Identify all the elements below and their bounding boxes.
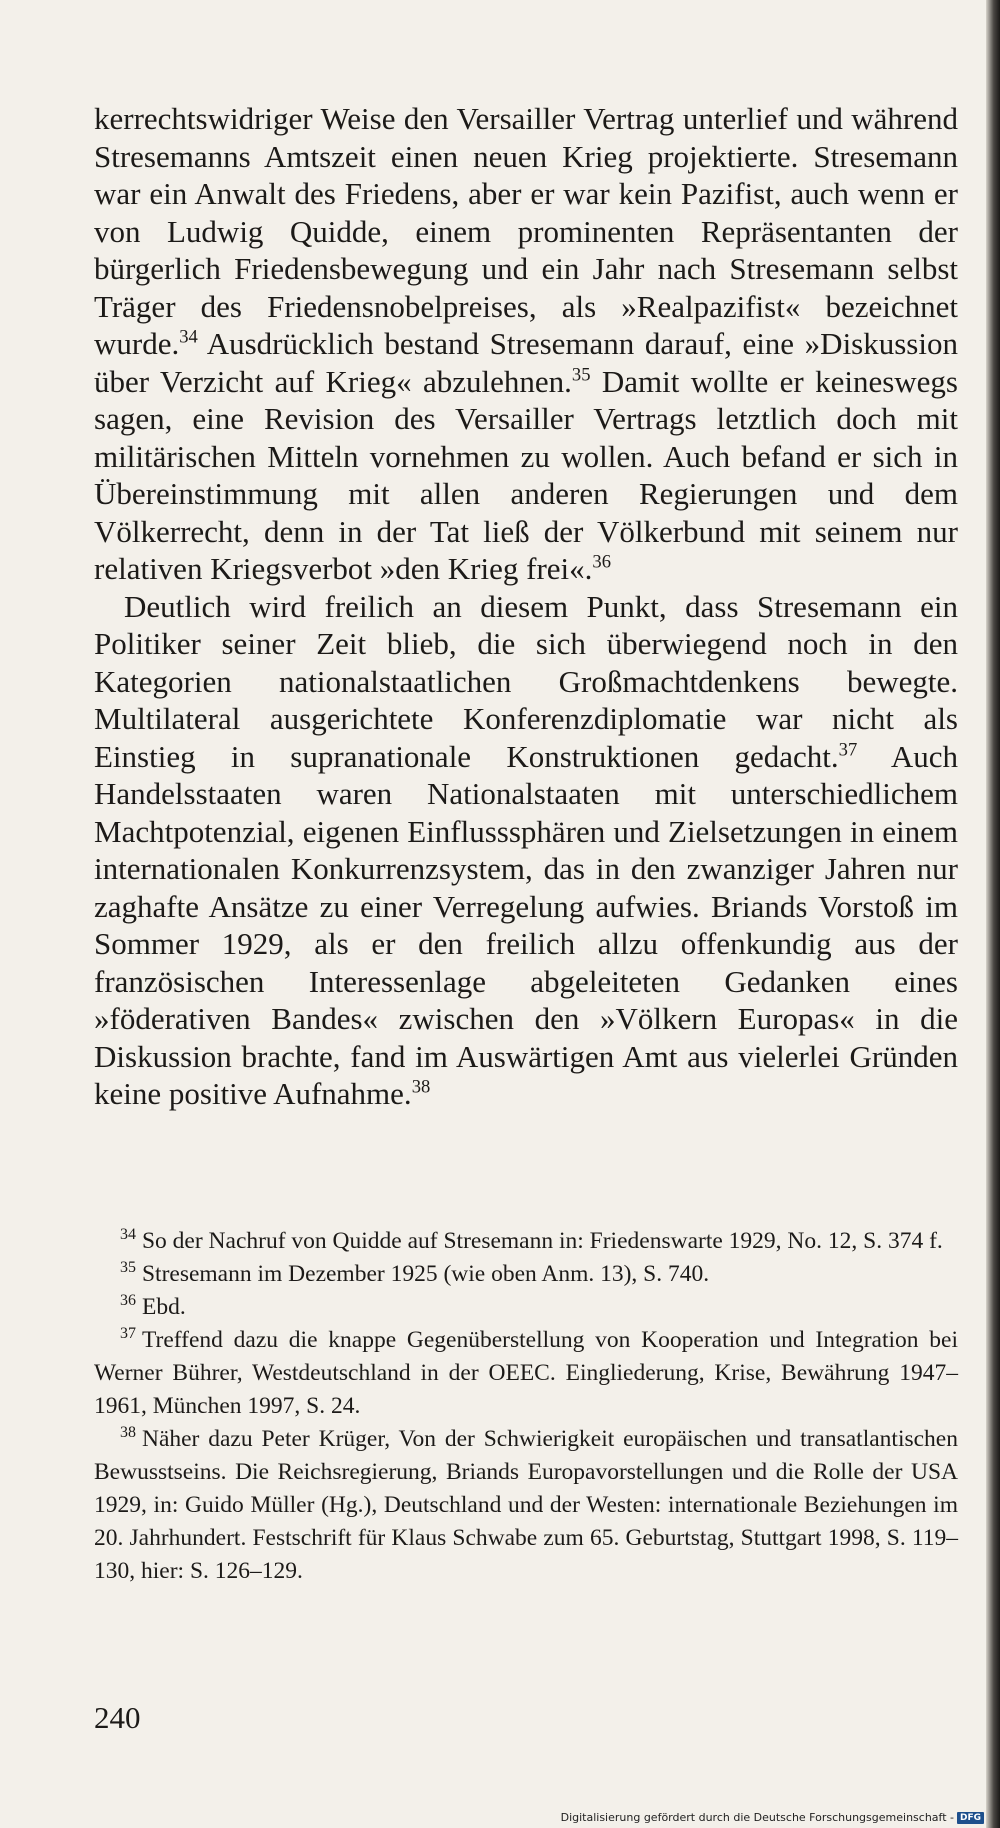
body-text (94, 100, 958, 1113)
page-edge-shadow (986, 0, 1000, 1828)
footnote-number: 34 (120, 1226, 136, 1244)
footnote-35 (94, 1258, 958, 1291)
footnote-number: 36 (120, 1292, 136, 1310)
digitization-credit (561, 1811, 984, 1824)
footnote-text: Stresemann im Dezember 1925 (wie oben Anm. 13), S. 740. (141, 1261, 710, 1287)
paragraph-1-part-3: Damit wollte er keineswegs sagen, eine Revision des Versailler Vertrags letztlich doch mit militärischen Mitteln vornehmen zu wollen. Auch befand er sich in Übereinstimmung mit allen anderen Regierungen und dem Völkerrecht, denn in der Tat ließ der Völkerbund mit seinem nur relativen Kriegsverbot »den Krieg frei«. (94, 363, 958, 586)
footnote-ref-38[interactable]: 38 (411, 1076, 431, 1098)
paragraph-1-part-1: kerrechtswidriger Weise den Versailler Vertrag unterlief und während Stresemanns Amtszeit einen neuen Krieg projektierte. Stresemann war ein Anwalt des Friedens, aber er war kein Pazifist, auch wenn er von Ludwig Quidde, einem prominenten Repräsentanten der bürgerlich Friedensbewegung und ein Jahr nach Stresemann selbst Träger des Friedensnobelpreises, als »Realpazifist« bezeichnet wurde. (94, 101, 958, 361)
footnotes (94, 1225, 958, 1588)
footnote-ref-35[interactable]: 35 (571, 364, 591, 386)
paragraph-2-part-2: Auch Handelsstaaten waren Nationalstaaten mit unterschiedlichem Machtpotenzial, eigenen Einflusssphären und Zielsetzungen in einem internationalen Konkurrenzsystem, das in den zwanziger Jahren nur zaghafte Ansätze zu einer Verregelung aufwies. Briands Vorstoß im Sommer 1929, als er den freilich allzu offenkundig aus der französischen Interessenlage abgeleiteten Gedanken eines »föderativen Bandes« zwischen den »Völkern Europas« in die Diskussion brachte, fand im Auswärtigen Amt aus vielerlei Gründen keine positive Aufnahme. (94, 738, 958, 1111)
paragraph-2-part-1: Deutlich wird freilich an diesem Punkt, dass Stresemann ein Politiker seiner Zeit blieb, die sich überwiegend noch in den Kategorien nationalstaatlichen Großmachtdenkens bewegte. Multilateral ausgerichtete Konferenzdiplomatie war nicht als Einstieg in supranationale Konstruktionen gedacht. (94, 588, 958, 774)
footnote-38 (94, 1423, 958, 1588)
footnote-ref-36[interactable]: 36 (592, 551, 611, 573)
footnote-number: 35 (120, 1259, 136, 1277)
footnote-number: 38 (120, 1424, 136, 1442)
footnote-text: Näher dazu Peter Krüger, Von der Schwierigkeit europäischen und transatlantischen Bewusstseins. Die Reichsregierung, Briands Europavorstellungen und die Rolle der USA 1929, in: Guido Müller (Hg.), Deutschland und der Westen: internationale Beziehungen im 20. Jahrhundert. Festschrift für Klaus Schwabe zum 65. Geburtstag, Stuttgart 1998, S. 119–130, hier: S. 126–129. (94, 1426, 958, 1584)
footnote-text: So der Nachruf von Quidde auf Stresemann in: Friedenswarte 1929, No. 12, S. 374 f. (141, 1228, 943, 1254)
page-number: 240 (94, 1700, 141, 1735)
footnote-text: Treffend dazu die knappe Gegenüberstellung von Kooperation und Integration bei Werner Bührer, Westdeutschland in der OEEC. Eingliederung, Krise, Bewährung 1947–1961, München 1997, S. 24. (94, 1327, 958, 1419)
paragraph-2 (94, 588, 958, 1113)
footnote-ref-34[interactable]: 34 (179, 326, 198, 348)
footnote-ref-37[interactable]: 37 (838, 739, 858, 761)
footnote-37 (94, 1324, 958, 1423)
footnote-text: Ebd. (141, 1294, 186, 1320)
footnote-36 (94, 1291, 958, 1324)
footnote-34 (94, 1225, 958, 1258)
credit-text: Digitalisierung gefördert durch die Deutsche Forschungsgemeinschaft - (560, 1811, 954, 1824)
paragraph-1 (94, 100, 958, 588)
paragraph-1-part-2: Ausdrücklich bestand Stresemann darauf, eine »Diskussion über Verzicht auf Krieg« abzulehnen. (94, 326, 958, 399)
dfg-logo-icon: DFG (957, 1812, 984, 1824)
footnote-number: 37 (120, 1325, 136, 1343)
